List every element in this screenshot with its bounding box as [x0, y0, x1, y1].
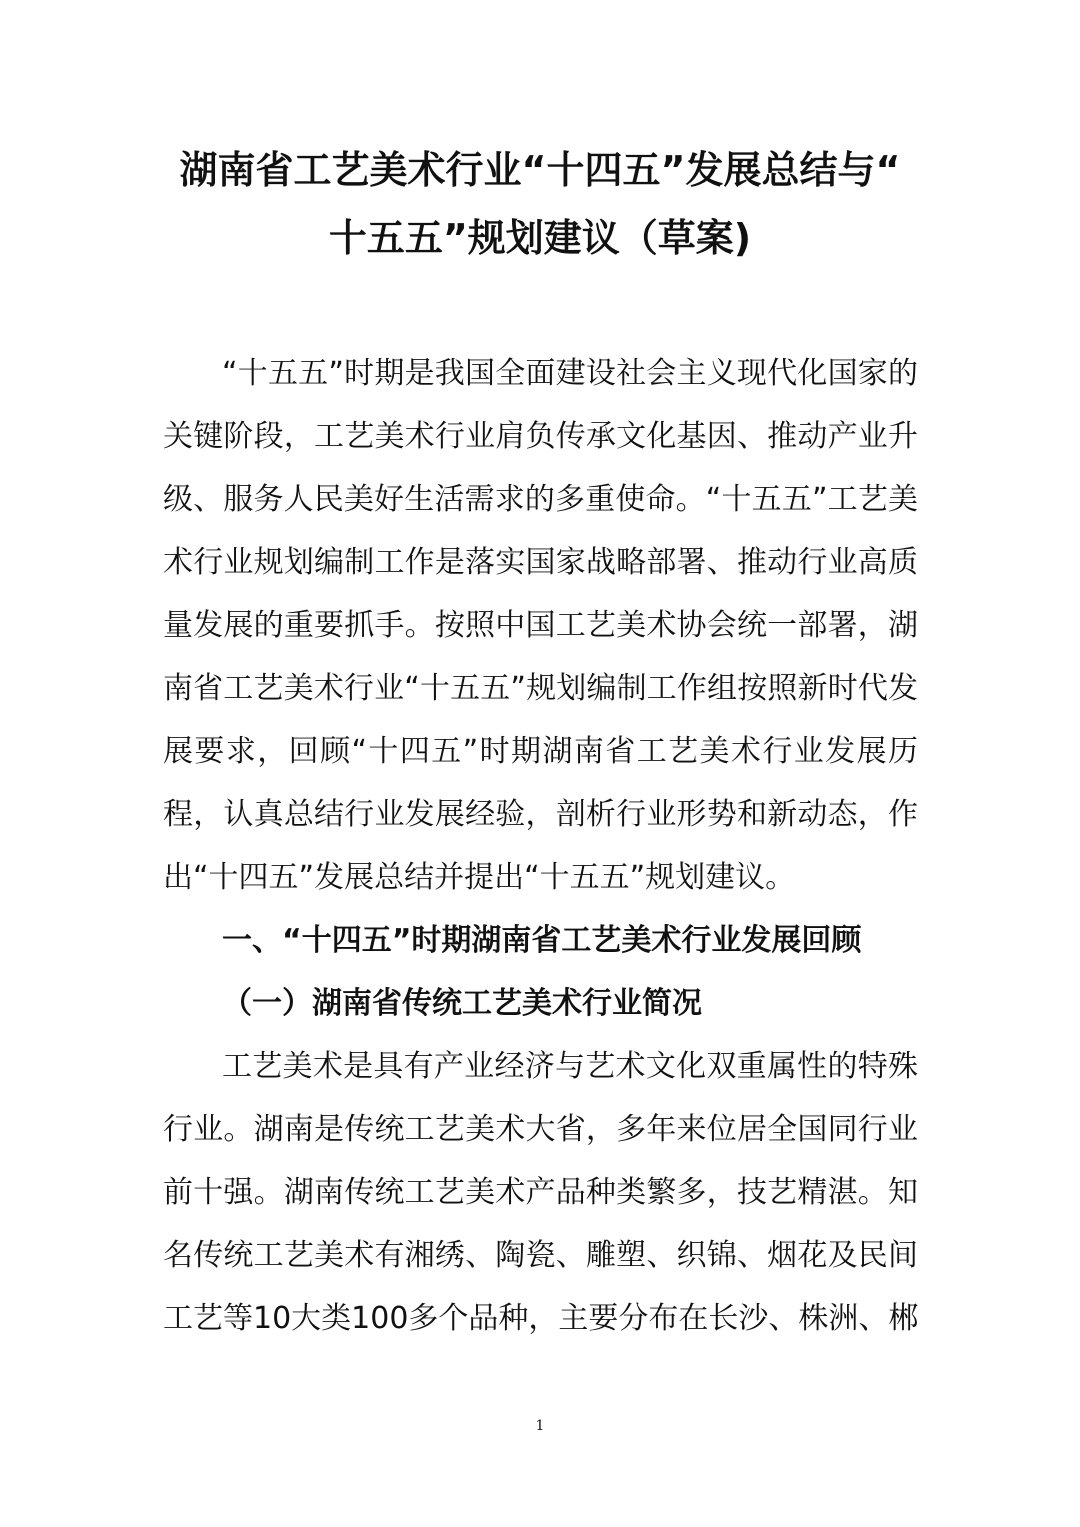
- section-paragraph-line: 行业。湖南是传统工艺美术大省，多年来位居全国同行业: [163, 1112, 918, 1147]
- section-paragraph-line: 工艺等10大类100多个品种，主要分布在长沙、株洲、郴: [163, 1301, 919, 1336]
- subsection-heading: （一）湖南省传统工艺美术行业简况: [222, 986, 702, 1021]
- intro-paragraph-line: 量发展的重要抓手。按照中国工艺美术协会统一部署，湖: [163, 608, 918, 643]
- section-paragraph-line: 名传统工艺美术有湘绣、陶瓷、雕塑、织锦、烟花及民间: [163, 1238, 918, 1273]
- intro-paragraph-line: 关键阶段，工艺美术行业肩负传承文化基因、推动产业升: [163, 419, 918, 454]
- section-paragraph-line: 工艺美术是具有产业经济与艺术文化双重属性的特殊: [222, 1049, 918, 1084]
- document-title-line-2: 十五五”规划建议（草案): [328, 216, 752, 260]
- intro-paragraph-line: 展要求，回顾“十四五”时期湖南省工艺美术行业发展历: [163, 734, 918, 769]
- section-paragraph-line: 前十强。湖南传统工艺美术产品种类繁多，技艺精湛。知: [163, 1175, 918, 1210]
- intro-paragraph-line: “十五五”时期是我国全面建设社会主义现代化国家的: [222, 356, 918, 391]
- intro-paragraph-line: 南省工艺美术行业“十五五”规划编制工作组按照新时代发: [163, 671, 918, 706]
- intro-paragraph-line: 术行业规划编制工作是落实国家战略部署、推动行业高质: [163, 545, 918, 580]
- document-title-line-1: 湖南省工艺美术行业“十四五”发展总结与“: [179, 148, 901, 192]
- section-heading: 一、“十四五”时期湖南省工艺美术行业发展回顾: [222, 923, 862, 958]
- page-number: 1: [535, 1418, 545, 1434]
- intro-paragraph-line: 出“十四五”发展总结并提出“十五五”规划建议。: [163, 860, 796, 895]
- intro-paragraph-line: 级、服务人民美好生活需求的多重使命。“十五五”工艺美: [163, 482, 918, 517]
- intro-paragraph-line: 程，认真总结行业发展经验，剖析行业形势和新动态，作: [163, 797, 918, 832]
